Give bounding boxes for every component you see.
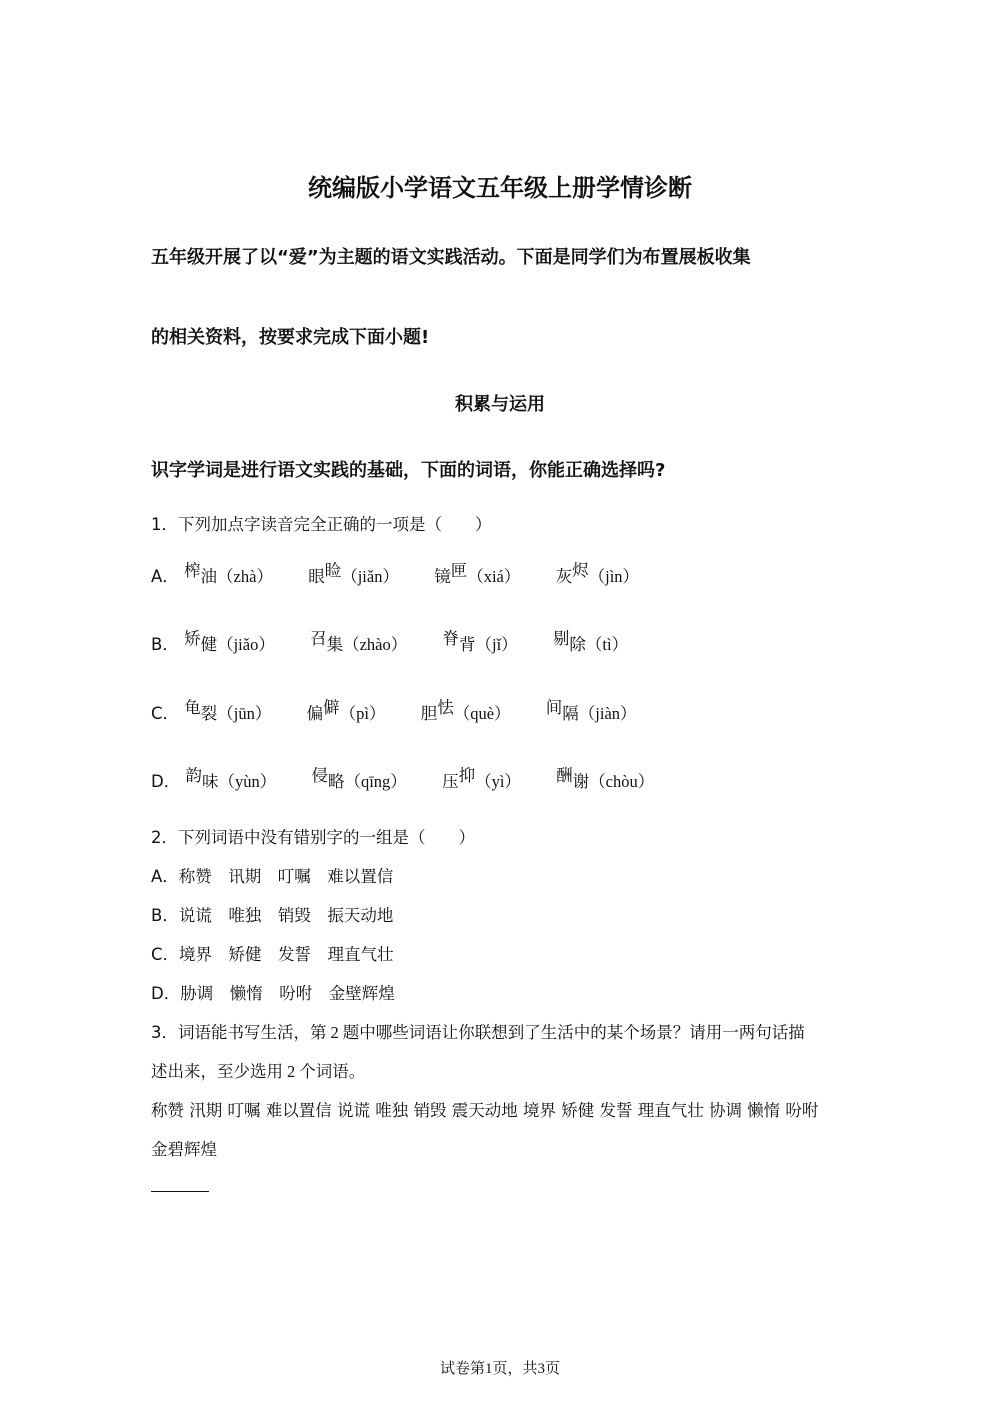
word-item: 胆怯（què） bbox=[420, 698, 511, 723]
word-item: 矫健（jiǎo） bbox=[184, 629, 275, 654]
word-item: 韵味（yùn） bbox=[185, 766, 277, 791]
page-title: 统编版小学语文五年级上册学情诊断 bbox=[308, 174, 692, 202]
word-item: 眼睑（jiǎn） bbox=[308, 561, 399, 586]
question-1-option-b bbox=[151, 631, 658, 655]
word-item: 龟裂（jūn） bbox=[184, 698, 272, 723]
answer-blank-line[interactable] bbox=[151, 1191, 209, 1192]
section-intro: 识字学词是进行语文实践的基础，下面的词语，你能正确选择吗? bbox=[151, 460, 666, 481]
word-item: 镜匣（xiá） bbox=[434, 561, 521, 586]
word-item: 脊背（jǐ） bbox=[442, 629, 518, 654]
question-2-option-a: A．称赞 讯期 叮嘱 难以置信 bbox=[151, 867, 394, 886]
page-footer: 试卷第1页，共3页 bbox=[439, 1359, 561, 1377]
question-2-option-d: D．胁调 懒惰 吩咐 金壁辉煌 bbox=[151, 984, 395, 1003]
question-3-stem-line-1: 3．词语能书写生活，第 2 题中哪些词语让你联想到了生活中的某个场景？请用一两句话描 bbox=[151, 1023, 805, 1042]
word-item: 压抑（yì） bbox=[442, 766, 521, 791]
word-item: 灰烬（jìn） bbox=[555, 561, 640, 586]
option-label: A． bbox=[151, 567, 179, 586]
option-label: C． bbox=[151, 704, 180, 723]
section-title: 积累与运用 bbox=[455, 394, 545, 415]
word-item: 召集（zhào） bbox=[310, 629, 408, 654]
question-1-option-a bbox=[151, 563, 669, 587]
word-item: 酬谢（chòu） bbox=[556, 766, 655, 791]
question-2-option-c: C．境界 矫健 发誓 理直气壮 bbox=[151, 945, 394, 964]
intro-line-2: 的相关资料，按要求完成下面小题! bbox=[151, 327, 430, 348]
question-1-option-d bbox=[151, 768, 684, 792]
question-3-stem-line-2: 述出来，至少选用 2 个词语。 bbox=[151, 1062, 366, 1081]
question-2-option-b: B．说谎 唯独 销毁 振天动地 bbox=[151, 906, 394, 925]
question-1-option-c bbox=[151, 700, 667, 724]
question-1-stem: 1．下列加点字读音完全正确的一项是（ ） bbox=[151, 515, 492, 534]
word-item: 间隔（jiàn） bbox=[545, 698, 637, 723]
word-item: 榨油（zhà） bbox=[184, 561, 273, 586]
word-list-line-2: 金碧辉煌 bbox=[151, 1140, 217, 1159]
word-item: 剔除（tì） bbox=[552, 629, 629, 654]
word-list-line-1: 称赞 汛期 叮嘱 难以置信 说谎 唯独 销毁 震天动地 境界 矫健 发誓 理直气壮 协调 懒惰 吩咐 bbox=[151, 1101, 819, 1120]
option-label: D． bbox=[151, 772, 181, 791]
option-label: B． bbox=[151, 635, 179, 654]
question-2-stem: 2．下列词语中没有错别字的一组是（ ） bbox=[151, 828, 475, 847]
word-item: 偏僻（pì） bbox=[306, 698, 386, 723]
intro-line-1: 五年级开展了以“爱”为主题的语文实践活动。下面是同学们为布置展板收集 bbox=[151, 247, 751, 268]
word-item: 侵略（qīng） bbox=[311, 766, 407, 791]
